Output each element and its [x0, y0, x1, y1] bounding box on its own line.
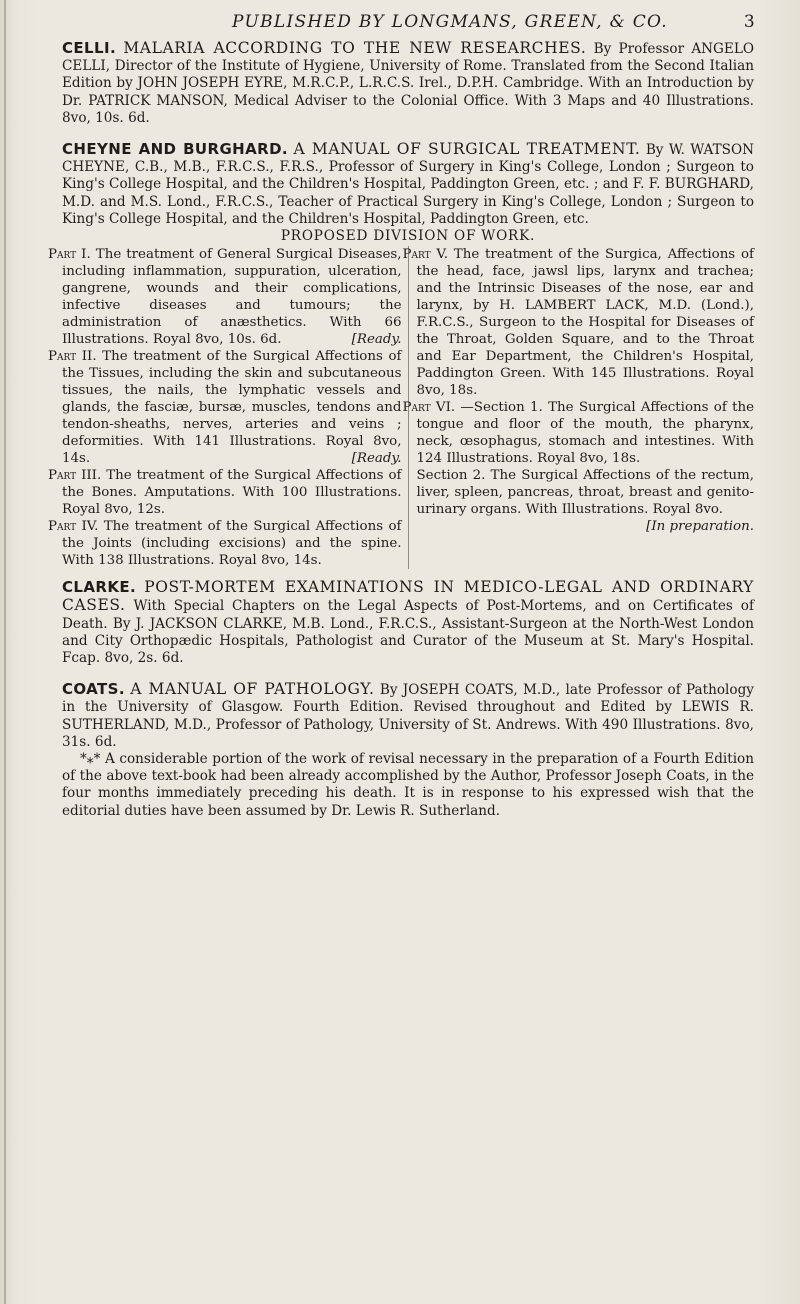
- entry-body: By W. WATSON CHEYNE, C.B., M.B., F.R.C.S., F.R.S., Professor of Surgery in King's College, London ; Surgeon to King's College Hospital, and the Children's Hospital, Paddington Green, etc. ; and F. F. BURGHARD, M.D. and M.S. Lond., F.R.C.S., Teacher of Practical Surgery in King's College, London ; Surgeon to King's College Hospital, and the Children's Hospital, Paddington Green, etc.: [62, 142, 754, 227]
- part-item: Part VI. —Section 1. The Surgical Affections of the tongue and floor of the mouth, the pharynx, neck, œsophagus, stomach and intestines. With 124 Illustrations. Royal 8vo, 18s.: [402, 400, 754, 467]
- section-2-item: Section 2. The Surgical Affections of the rectum, liver, spleen, pancreas, throat, breast and genito-urinary organs. With Illustrations. Royal 8vo. [In preparation.: [416, 468, 754, 535]
- entry-author: CLARKE.: [62, 578, 137, 597]
- editorial-note: *⁎* A considerable portion of the work of revisal necessary in the preparation of a Fourth Edition of the above text-book had been already accomplished by the Author, Professor Joseph Coats, in the four months immediately preceding his death. It is in response to his expressed wish that the editorial duties have been assumed by Dr. Lewis R. Sutherland.: [62, 751, 754, 819]
- part-item: Part IV. The treatment of the Surgical Affections of the Joints (including excisions) and the spine. With 138 Illustrations. Royal 8vo, 14s.: [48, 519, 402, 569]
- part-item: Part II. The treatment of the Surgical Affections of the Tissues, including the skin and subcutaneous tissues, the nails, the lymphatic vessels and glands, the fasciæ, bursæ, muscles, tendons and tendon-sheaths, nerves, arteries and veins ; deformities. With 141 Illustrations. Royal 8vo, 14s. [Ready.: [48, 349, 402, 467]
- parts-columns: [48, 246, 754, 569]
- proposed-division-heading: PROPOSED DIVISION OF WORK.: [280, 228, 536, 245]
- running-title: PUBLISHED BY LONGMANS, GREEN, & CO.: [232, 12, 668, 32]
- status-in-preparation: [In preparation.: [646, 519, 754, 535]
- part-item: Part V. The treatment of the Surgica, Affections of the head, face, jawsl lips, larynx and trachea; and the Intrinsic Diseases of the nose, ear and larynx, by H. LAMBERT LACK, M.D. (Lond.), F.R.C.S., Surgeon to the Hospital for Diseases of the Throat, Golden Square, and to the Throat and Ear Department, the Children's Hospital, Paddington Green. With 145 Illustrations. Royal 8vo, 18s.: [402, 247, 754, 399]
- status-ready: [Ready.: [351, 451, 402, 467]
- entry-body: By JOSEPH COATS, M.D., late Professor of Pathology in the University of Glasgow. Fourth Edition. Revised throughout and Edited by LEWIS R. SUTHERLAND, M.D., Professor of Pathology, University of St. Andrews. With 490 Illustrations. 8vo, 31s. 6d.: [62, 682, 754, 750]
- entry-body: By Professor ANGELO CELLI, Director of the Institute of Hygiene, University of Rome. Translated from the Second Italian Edition by JOHN JOSEPH EYRE, M.R.C.P., L.R.C.S. Irel., D.P.H. Cambridge. With an Introduction by Dr. PATRICK MANSON, Medical Adviser to the Colonial Office. With 3 Maps and 40 Illustrations. 8vo, 10s. 6d.: [62, 41, 754, 126]
- catalogue-content: [48, 39, 754, 834]
- entry-author: CELLI.: [62, 39, 117, 57]
- entry-body: With Special Chapters on the Legal Aspects of Post-Mortems, and on Certificates of Death. By J. JACKSON CLARKE, M.B. Lond., F.R.C.S., Assistant-Surgeon at the North-West London and City Orthopædic Hospitals, Pathologist and Curator of the Museum at St. Mary's Hospital. Fcap. 8vo, 2s. 6d.: [62, 598, 754, 667]
- entry-celli: [62, 40, 754, 127]
- binding-gutter: [4, 0, 6, 1304]
- part-item: Part I. The treatment of General Surgical Diseases, including inflammation, suppuration, ulceration, gangrene, wounds and their complications, infective diseases and tumours; the administration of anæsthetics. With 66 Illustrations. Royal 8vo, 10s. 6d. [Ready.: [48, 247, 402, 348]
- running-head: [232, 12, 770, 32]
- status-ready: [Ready.: [351, 332, 402, 348]
- page-number: 3: [743, 12, 756, 32]
- parts-left-column: [48, 246, 409, 569]
- part-item: Part III. The treatment of the Surgical Affections of the Bones. Amputations. With 100 Illustrations. Royal 8vo, 12s.: [48, 468, 402, 518]
- entry-clarke: [62, 579, 754, 667]
- entry-coats: [62, 681, 754, 820]
- parts-right-column: [402, 246, 755, 569]
- entry-cheyne: [48, 140, 754, 569]
- entry-title: POST-MORTEM EXAMINATIONS IN MEDICO-LEGAL AND ORDINARY CASES.: [62, 578, 754, 615]
- entry-title: A MANUAL OF SURGICAL TREATMENT.: [293, 140, 641, 159]
- entry-author: CHEYNE AND BURGHARD.: [62, 140, 289, 159]
- entry-author: COATS.: [62, 680, 125, 699]
- entry-title: MALARIA ACCORDING TO THE NEW RESEARCHES.: [123, 39, 587, 57]
- entry-title: A MANUAL OF PATHOLOGY.: [130, 680, 375, 699]
